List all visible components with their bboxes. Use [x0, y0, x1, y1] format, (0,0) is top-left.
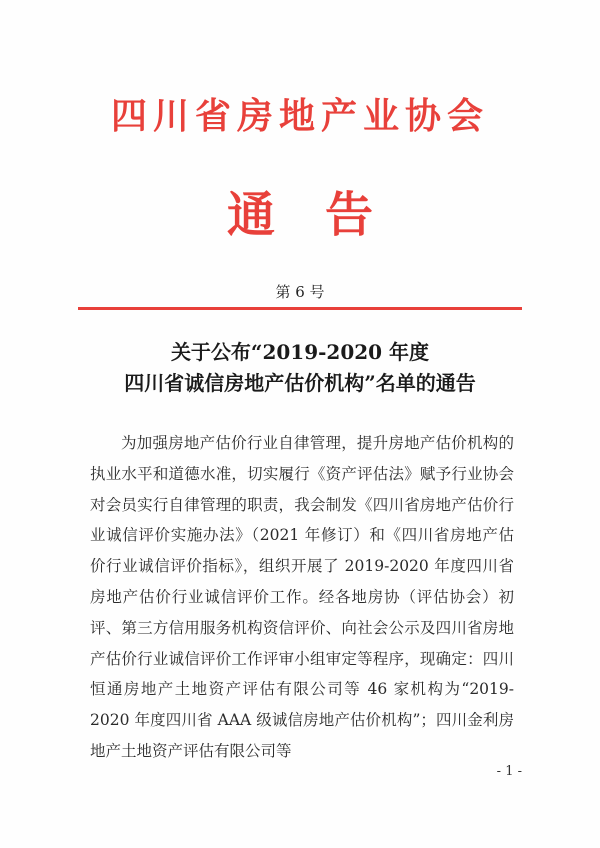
- notice-title-line-2: 四川省诚信房地产估价机构”名单的通告: [124, 371, 476, 395]
- notice-title-line-1: 关于公布“2019-2020 年度: [170, 340, 430, 364]
- document-number: 第 6 号: [275, 283, 325, 301]
- document-type-heading: 通告: [226, 187, 423, 243]
- issuing-organization: 四川省房地产业协会: [110, 95, 489, 137]
- body-paragraph: 为加强房地产估价行业自律管理，提升房地产估价机构的执业水平和道德水准，切实履行《资产评估法》赋予行业协会对会员实行自律管理的职责，我会制发《四川省房地产估价行业诚信评价实施办法》（2021 年修订）和《四川省房地产估价行业诚信评价指标》，组织开展了 2019-2020 年度四川省房地产估价行业诚信评价工作。经各地房协（评估协会）初评、第三方信用服务机构资信评价、向社会公示及四川省房地产估价行业诚信评价工作评审小组审定等程序，现确定：四川恒通房地产土地资产评估有限公司等 46 家机构为“2019-2020 年度四川省 AAA 级诚信房地产估价机构”；四川金利房地产土地资产评估有限公司等: [90, 434, 514, 760]
- page-number: - 1 -: [496, 764, 522, 779]
- red-divider-line: [78, 307, 522, 310]
- notice-title: [0, 337, 600, 399]
